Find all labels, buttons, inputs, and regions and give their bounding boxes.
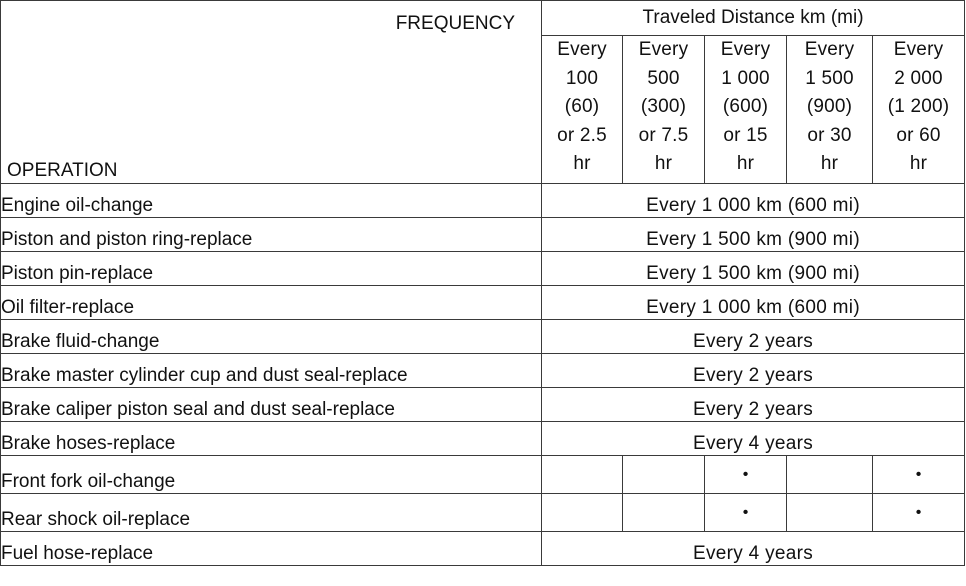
table-row [1,456,965,494]
frequency-cell: Every 2 years [542,388,965,422]
operation-cell: Piston and piston ring-replace [1,218,542,252]
mark-cell: • [705,494,787,532]
frequency-cell: Every 1 000 km (600 mi) [542,184,965,218]
distance-header: Traveled Distance km (mi) [542,1,965,36]
table-row [1,422,965,456]
operation-cell: Engine oil-change [1,184,542,218]
table-row [1,286,965,320]
header-corner-cell [1,1,542,184]
frequency-cell: Every 1 000 km (600 mi) [542,286,965,320]
frequency-cell: Every 4 years [542,422,965,456]
table-row [1,388,965,422]
header-row-top [1,1,965,36]
table-row [1,320,965,354]
table-row [1,532,965,566]
table-row [1,252,965,286]
frequency-cell: Every 4 years [542,532,965,566]
interval-header-500: Every 500 (300) or 7.5 hr [623,36,705,184]
table-row [1,218,965,252]
mark-cell [623,494,705,532]
operation-cell: Brake caliper piston seal and dust seal-replace [1,388,542,422]
mark-cell: • [873,494,965,532]
operation-cell: Front fork oil-change [1,456,542,494]
mark-cell: • [873,456,965,494]
operation-cell: Piston pin-replace [1,252,542,286]
mark-cell: • [705,456,787,494]
operation-label: OPERATION [7,160,118,181]
interval-header-2000: Every 2 000 (1 200) or 60 hr [873,36,965,184]
frequency-cell: Every 2 years [542,320,965,354]
mark-cell [542,494,623,532]
mark-cell [623,456,705,494]
frequency-cell: Every 1 500 km (900 mi) [542,252,965,286]
operation-cell: Brake master cylinder cup and dust seal-replace [1,354,542,388]
frequency-cell: Every 2 years [542,354,965,388]
interval-header-1000: Every 1 000 (600) or 15 hr [705,36,787,184]
operation-cell: Rear shock oil-replace [1,494,542,532]
interval-header-100: Every 100 (60) or 2.5 hr [542,36,623,184]
operation-cell: Fuel hose-replace [1,532,542,566]
table-row [1,184,965,218]
operation-cell: Brake fluid-change [1,320,542,354]
frequency-cell: Every 1 500 km (900 mi) [542,218,965,252]
operation-cell: Brake hoses-replace [1,422,542,456]
table-row [1,494,965,532]
mark-cell [787,456,873,494]
mark-cell [787,494,873,532]
table-row [1,354,965,388]
mark-cell [542,456,623,494]
frequency-label: FREQUENCY [395,13,515,34]
operation-cell: Oil filter-replace [1,286,542,320]
interval-header-1500: Every 1 500 (900) or 30 hr [787,36,873,184]
